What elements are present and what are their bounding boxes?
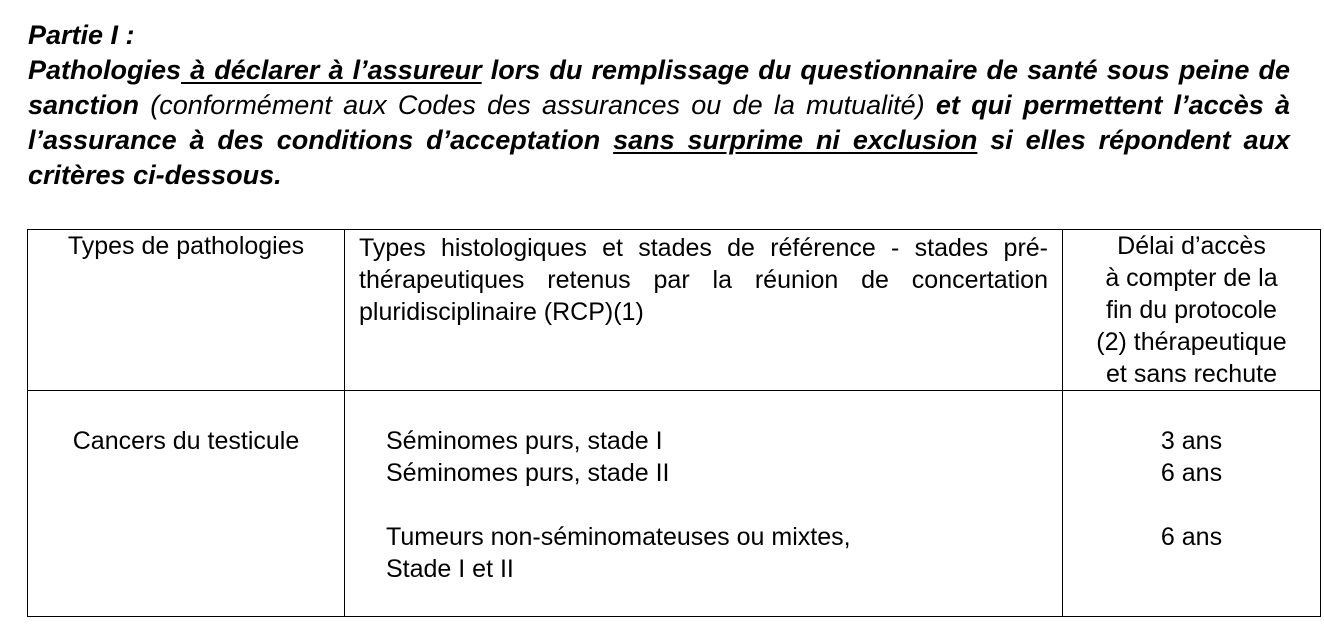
intro-part-3: lors du remplissage du questionnaire de santé sous peine de sanction xyxy=(28,55,1291,120)
pathology-cell: Cancers du testicule xyxy=(28,391,345,617)
intro-part-6-underlined: sans surprime ni exclusion xyxy=(613,125,978,155)
header-delay-line: à compter de la xyxy=(1105,264,1278,292)
header-delay-line: fin du protocole xyxy=(1106,296,1277,324)
header-histology-types: Types histologiques et stades de référence - stades pré-thérapeutiques retenus par la réunion de concertation pluridisciplinaire (RCP)(1) xyxy=(345,230,1063,391)
intro-part-4-parenthetical: (conformément aux Codes des assurances ou de la mutualité) xyxy=(150,90,925,120)
table-row xyxy=(28,391,1321,617)
histology-cell xyxy=(345,391,1063,617)
delay-value: 6 ans xyxy=(1160,459,1223,487)
histology-item: Séminomes purs, stade II xyxy=(386,459,670,487)
header-access-delay xyxy=(1063,230,1321,391)
pathology-table xyxy=(27,229,1321,617)
table-header-row xyxy=(28,230,1321,391)
header-delay-line: (2) thérapeutique xyxy=(1096,328,1287,356)
header-pathology-types: Types de pathologies xyxy=(28,230,345,391)
section-title: Partie I : xyxy=(28,20,135,50)
intro-part-2-underlined: à déclarer à l’assureur xyxy=(181,55,482,85)
delay-value: 3 ans xyxy=(1160,427,1223,455)
header-delay-line: Délai d’accès xyxy=(1117,232,1266,260)
histology-item: Stade I et II xyxy=(386,555,514,583)
intro-part-7: si elles répondent aux critères ci-dessous. xyxy=(28,125,1290,190)
histology-item: Tumeurs non-séminomateuses ou mixtes, xyxy=(386,523,851,551)
delay-cell xyxy=(1063,391,1321,617)
histology-item: Séminomes purs, stade I xyxy=(386,427,663,455)
spacer xyxy=(386,489,1062,521)
intro-part-5: et qui permettent l’accès à l’assurance à des conditions d’acceptation xyxy=(28,90,1290,155)
section-heading xyxy=(28,18,1290,193)
intro-part-1: Pathologies xyxy=(28,55,182,85)
section-intro xyxy=(28,53,1290,193)
header-delay-line: et sans rechute xyxy=(1106,360,1277,388)
spacer xyxy=(1063,489,1320,521)
delay-value: 6 ans xyxy=(1160,523,1223,551)
